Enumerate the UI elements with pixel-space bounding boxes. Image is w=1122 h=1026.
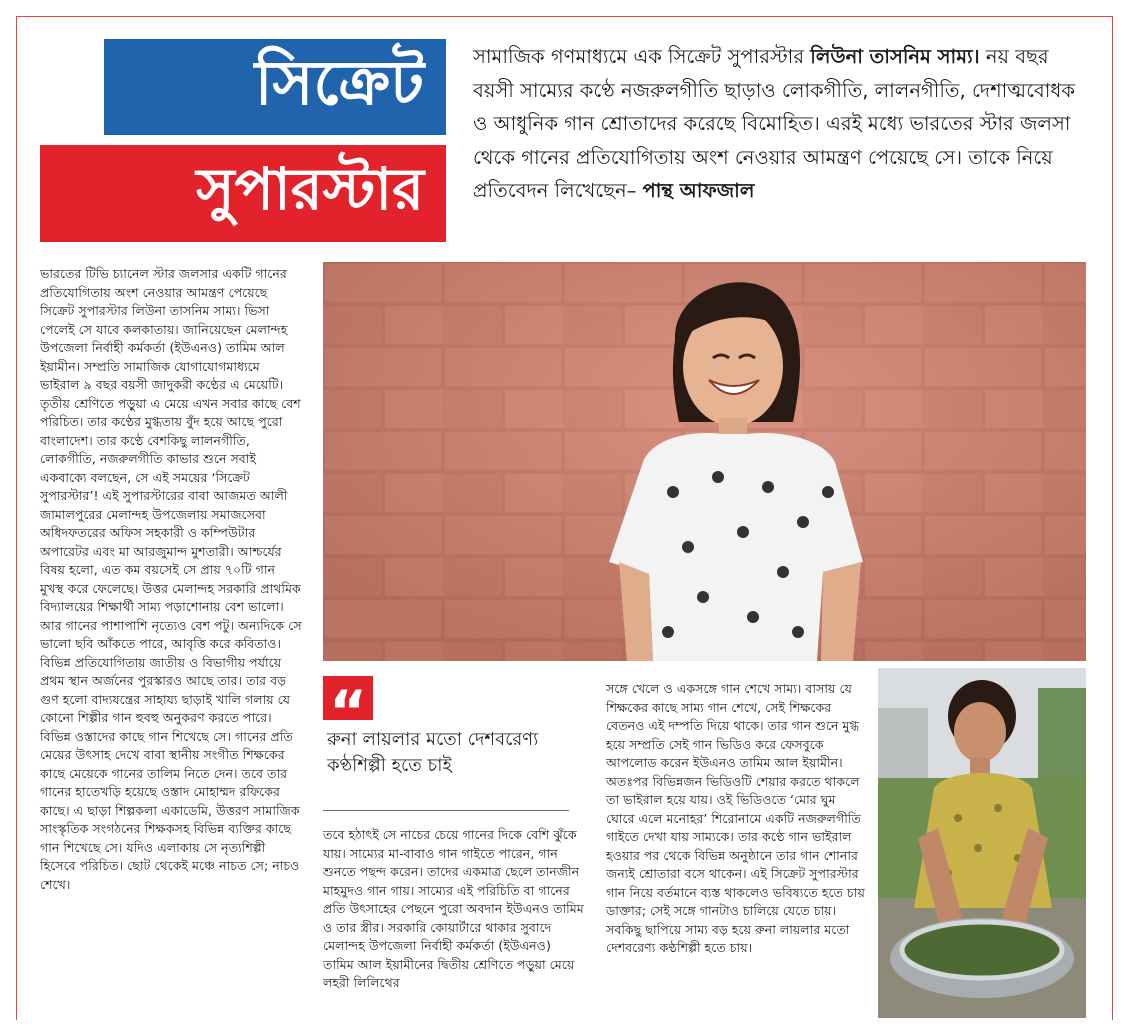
quote-mark-icon: “ bbox=[323, 676, 373, 720]
headline-superstar: সুপারস্টার bbox=[40, 145, 446, 242]
intro-text-1: সামাজিক গণমাধ্যমে এক সিক্রেট সুপারস্টার bbox=[473, 45, 805, 68]
intro-author: পান্থ আফজাল bbox=[642, 179, 755, 202]
photo-girl-washing-vegetables bbox=[878, 668, 1086, 1018]
pull-quote: রুনা লায়লার মতো দেশবরেণ্য কণ্ঠশিল্পী হতে চাই bbox=[327, 729, 539, 776]
headline-secret: সিক্রেট bbox=[104, 39, 446, 135]
article-column-3: সঙ্গে খেলে ও একসঙ্গে গান শেখে সাম্য। বাসায় যে শিক্ষকের কাছে সাম্য গান শেখে, সেই শিক্ষকের বেতনও এই দম্পতি দিয়ে থাকে। তার গান শুনে মুগ্ধ হয়ে সম্প্রতি সেই গান ভিডিও করে ফেসবুকে আপলোড করেন ইউএনও তামিম আল ইয়ামীন। অতঃপর বিভিন্নজন ভিডিওটি শেয়ার করতে থাকলে তা ভাইরাল হয়ে যায়। ওই ভিডিওতে ‘মোর ঘুম ঘোরে এলে মনোহর’ শিরোনামে একটি নজরুলগীতি গাইতে দেখা যায় সাম্যকে। তার কণ্ঠে গান ভাইরাল হওয়ার পর থেকে বিভিন্ন অনুষ্ঠানে তার গান শোনার জন্যই শ্রোতারা বসে থাকেন। এই সিক্রেট সুপারস্টার গান নিয়ে বর্তমানে ব্যস্ত থাকলেও ভবিষ্যতে হতে চায় ডাক্তার; সেই সঙ্গে গানটাও চালিয়ে যেতে চায়। সবকিছু ছাপিয়ে সাম্য বড় হয়ে রুনা লায়লার মতো দেশবরেণ্য কণ্ঠশিল্পী হতে চায়। bbox=[606, 681, 865, 955]
intro-text-2: নয় বছর বয়সী সাম্যের কণ্ঠে নজরুলগীতি ছাড়াও লোকগীতি, লালনগীতি, দেশাত্মবোধক ও আধুনিক গান শ্রোতাদের করেছে বিমোহিত। এরই মধ্যে ভারতের স্টার জলসা থেকে গানের প্রতিযোগিতায় অংশ নেওয়ার আমন্ত্রণ পেয়েছে সে। তাকে নিয়ে প্রতিবেদন লিখেছেন– bbox=[473, 45, 1075, 202]
intro-paragraph bbox=[473, 40, 1085, 208]
article-column-1: ভারতের টিভি চ্যানেল স্টার জলসার একটি গানের প্রতিযোগিতায় অংশ নেওয়ার আমন্ত্রণ পেয়েছে সিক্রেট সুপারস্টার লিউনা তাসনিম সাম্য। ভিসা পেলেই সে যাবে কলকাতায়। জানিয়েছেন মেলান্দহ উপজেলা নির্বাহী কর্মকর্তা (ইউএনও) তামিম আল ইয়ামীন। সম্প্রতি সামাজিক যোগাযোগমাধ্যমে ভাইরাল ৯ বছর বয়সী জাদুকরী কণ্ঠের এ মেয়েটি। তৃতীয় শ্রেণিতে পড়ুয়া এ মেয়ে এখন সবার কাছে বেশ পরিচিত। তার কণ্ঠের মুগ্ধতায় বুঁদ হয়ে আছে পুরো বাংলাদেশ। তার কণ্ঠে বেশকিছু লালনগীতি, লোকগীতি, নজরুলগীতি কাভার শুনে সবাই একবাক্যে বলছেন, সে এই সময়ের ‘সিক্রেট সুপারস্টার’! এই সুপারস্টারের বাবা আজমত আলী জামালপুরের মেলান্দহ উপজেলায় সমাজসেবা অধিদফতরের অফিস সহকারী ও কম্পিউটার অপারেটর এবং মা আরজুমান্দ মুশতারী। আশ্চর্যের বিষয় হলো, এত কম বয়সেই সে প্রায় ৭০টি গান মুখস্থ করে ফেলেছে। উত্তর মেলান্দহ সরকারি প্রাথমিক বিদ্যালয়ের শিক্ষার্থী সাম্য পড়াশোনায় বেশ ভালো। আর গানের পাশাপাশি নৃত্যেও বেশ পটু। অন্যদিকে সে ভালো ছবি আঁকতে পারে, আবৃত্তি করে কবিতাও। বিভিন্ন প্রতিযোগিতায় জাতীয় ও বিভাগীয় পর্যায়ে প্রথম স্থান অর্জনের পুরস্কারও আছে তার। তার বড় গুণ হলো বাদ্যযন্ত্রের সাহায্য ছাড়াই খালি গলায় যে কোনো শিল্পীর গান হুবহু অনুকরণ করতে পারে। বিভিন্ন ওস্তাদের কাছে গান শিখেছে সে। গানের প্রতি মেয়ের উৎসাহ দেখে বাবা স্থানীয় সংগীত শিক্ষকের কাছে মেয়েকে গানের তালিম নিতে দেন। তবে তার গানের হাতেখড়ি হয়েছে ওস্তাদ মোহাম্মদ রফিকের কাছে। এ ছাড়া শিল্পকলা একাডেমি, উত্তরণ সামাজিক সাংস্কৃতিক সংগঠনের শিক্ষকসহ বিভিন্ন ব্যক্তির কাছে গান শিখেছে সে। যদিও এলাকায় সে নৃত্যশিল্পী হিসেবে পরিচিত। ছোট থেকেই মঞ্চে নাচত সে; নাচও শেখে। bbox=[40, 266, 302, 892]
article-column-2: তবে হঠাৎই সে নাচের চেয়ে গানের দিকে বেশি ঝুঁকে যায়। সাম্যের মা-বাবাও গান গাইতে পারেন, গান শুনতে পছন্দ করেন। তাদের একমাত্র ছেলে তানজীন মাহমুদও গান গায়। সাম্যের এই পরিচিতি বা গানের প্রতি উৎসাহের পেছনে পুরো অবদান ইউএনও তামিম ও তার স্ত্রীর। সরকারি কোয়ার্টারে থাকার সুবাদে মেলান্দহ উপজেলা নির্বাহী কর্মকর্তা (ইউএনও) তামিম আল ইয়ামীনের দ্বিতীয় শ্রেণিতে পড়ুয়া মেয়ে লহরী লিলিথের bbox=[323, 827, 584, 990]
intro-name: লিউনা তাসনিম সাম্য। bbox=[810, 45, 980, 68]
pull-quote-divider bbox=[323, 810, 569, 811]
main-photo-girl-brick-wall bbox=[323, 262, 1086, 661]
